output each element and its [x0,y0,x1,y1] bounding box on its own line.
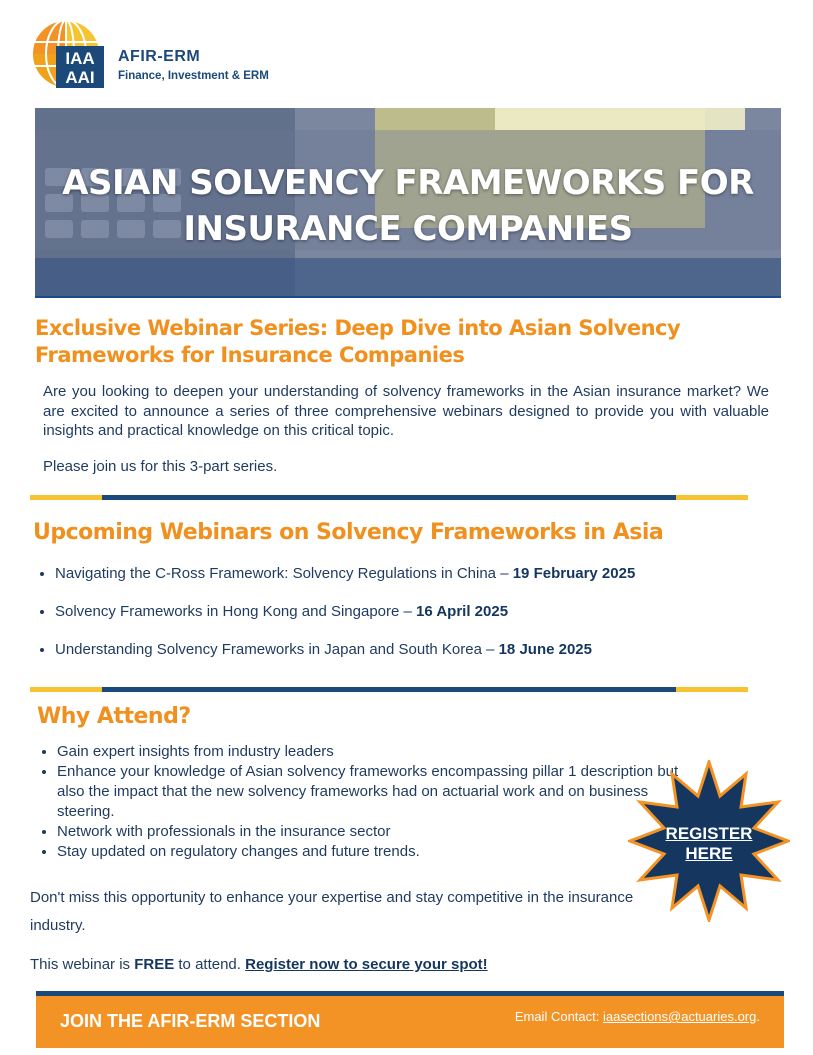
register-link[interactable]: Register now to secure your spot! [245,956,488,973]
intro-heading: Exclusive Webinar Series: Deep Dive into Asian Solvency Frameworks for Insurance Companies [35,316,681,367]
logo [30,18,280,90]
intro-paragraph: Are you looking to deepen your understanding of solvency frameworks in the Asian insurance market? We are excited to announce a series of three comprehensive webinars designed to provide you with valuable insights and practical knowledge on this critical topic. [43,383,769,439]
benefit-item: • Network with professionals in the insurance sector [57,822,697,842]
banner-border [35,296,781,298]
banner-title [35,160,781,252]
logo-subtitle: Finance, Investment & ERM [118,70,269,82]
webinar-title: Understanding Solvency Frameworks in Japan and South Korea – [55,641,499,658]
benefit-list [35,742,697,862]
webinars-heading: Upcoming Webinars on Solvency Frameworks in Asia [33,520,664,545]
banner-title-line1: ASIAN SOLVENCY FRAMEWORKS FOR [62,163,754,203]
section-divider [30,687,748,692]
badge-line2: AAI [65,68,95,87]
register-badge-line1[interactable]: REGISTER [665,824,753,843]
dont-miss-text: Don't miss this opportunity to enhance your expertise and stay competitive in the insurance industry. [30,889,634,934]
webinar-title: Solvency Frameworks in Hong Kong and Singapore – [55,603,417,620]
benefit-item: • Enhance your knowledge of Asian solvency frameworks encompassing pillar 1 description but also the impact that the new solvency frameworks had on actuarial work and on business steering. [57,762,697,822]
join-section-label[interactable]: JOIN THE AFIR-ERM SECTION [60,1011,321,1031]
benefit-item: • Gain expert insights from industry leaders [57,742,697,762]
register-here-button[interactable] [652,824,766,864]
logo-title: AFIR-ERM [118,48,201,65]
free-line [30,956,488,973]
benefit-item: • Stay updated on regulatory changes and future trends. [57,842,697,862]
webinar-date: 16 April 2025 [416,603,509,620]
email-contact [515,1009,760,1024]
email-link[interactable]: iaasections@actuaries.org [602,1009,757,1024]
banner-title-line2: INSURANCE COMPANIES [183,209,633,249]
section-divider [30,495,748,500]
register-badge-line2[interactable]: HERE [685,844,733,863]
why-heading: Why Attend? [37,704,191,729]
footer [36,996,784,1048]
globe-logo-icon [30,18,106,90]
join-text: Please join us for this 3-part series. [43,458,278,475]
free-prefix: This webinar is [30,956,135,973]
webinar-date: 18 June 2025 [498,641,592,658]
webinar-date: 19 February 2025 [512,565,636,582]
webinar-item [55,603,773,641]
badge-line1: IAA [65,49,95,68]
webinar-title: Navigating the C-Ross Framework: Solvency Regulations in China – [55,565,513,582]
webinar-item [55,565,773,603]
email-label: Email Contact: [514,1009,603,1024]
free-word: FREE [134,956,175,973]
webinar-item [55,641,773,679]
free-suffix: to attend. [174,956,246,973]
email-suffix: . [756,1009,760,1024]
webinar-list [33,565,773,679]
